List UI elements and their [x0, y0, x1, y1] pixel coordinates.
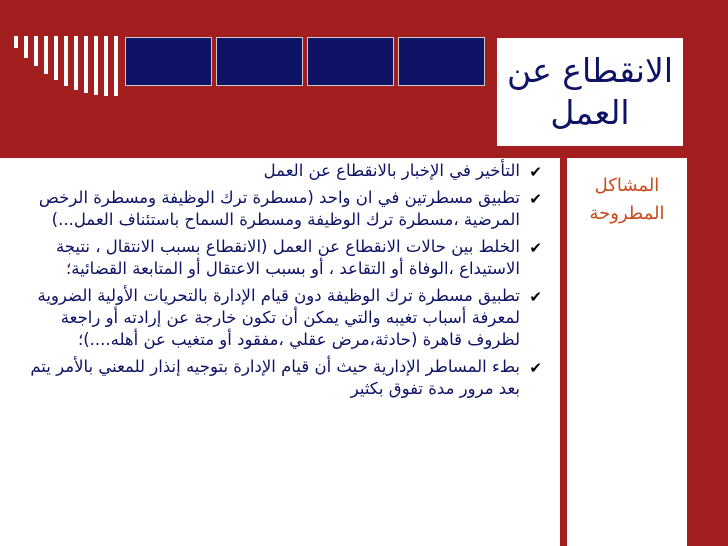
- decorative-block: [125, 37, 212, 86]
- stripe: [84, 36, 88, 93]
- decorative-block: [216, 37, 303, 86]
- decorative-block: [398, 37, 485, 86]
- content-panel: [0, 158, 560, 546]
- stripe: [24, 36, 28, 58]
- bullet-text: بطء المساطر الإدارية حيث أن قيام الإدارة بتوجيه إنذار للمعني بالأمر يتم بعد مرور مدة تفوق بكثير: [30, 357, 520, 398]
- stripe: [94, 36, 98, 95]
- bullet-text: تطبيق مسطرتين في ان واحد (مسطرة ترك الوظيفة ومسطرة الرخص المرضية ،مسطرة ترك الوظيفة ومسطرة السماح باستئناف العمل...): [38, 188, 520, 229]
- bullet-item: [8, 285, 542, 351]
- slide-title: الانقطاع عن العمل: [507, 51, 673, 132]
- bullet-list: [0, 158, 560, 400]
- stripe: [44, 36, 48, 74]
- stripe: [74, 36, 78, 90]
- check-icon: ✔: [529, 163, 542, 181]
- bullet-item: [8, 187, 542, 231]
- check-icon: ✔: [529, 288, 542, 306]
- bullet-text: التأخير في الإخبار بالانقطاع عن العمل: [263, 161, 520, 180]
- check-icon: ✔: [529, 239, 542, 257]
- bullet-item: [8, 356, 542, 400]
- check-icon: ✔: [529, 190, 542, 208]
- stripe: [104, 36, 108, 96]
- bullet-text: تطبيق مسطرة ترك الوظيفة دون قيام الإدارة بالتحريات الأولية الضروية لمعرفة أسباب تغيبه والتي يمكن أن تكون خارجة عن إرادته أو راجعة لظروف قاهرة (حادثة،مرض عقلي ،مفقود أو متغيب عن أهله....)؛: [37, 286, 520, 349]
- decorative-block: [307, 37, 394, 86]
- stripe: [114, 36, 118, 96]
- side-label: المشاكل المطروحة: [589, 175, 665, 224]
- stripe: [34, 36, 38, 66]
- bullet-item: [8, 160, 542, 182]
- stripe: [54, 36, 58, 80]
- slide-title-box: [497, 38, 683, 146]
- stripe: [14, 36, 18, 48]
- stripe: [64, 36, 68, 86]
- check-icon: ✔: [529, 359, 542, 377]
- bullet-text: الخلط بين حالات الانقطاع عن العمل (الانقطاع بسبب الانتقال ، نتيجة الاستيداع ،الوفاة أو التقاعد ، أو بسبب الاعتقال أو المتابعة القضائية؛: [55, 237, 520, 278]
- bullet-item: [8, 236, 542, 280]
- decorative-stripes: [14, 36, 122, 96]
